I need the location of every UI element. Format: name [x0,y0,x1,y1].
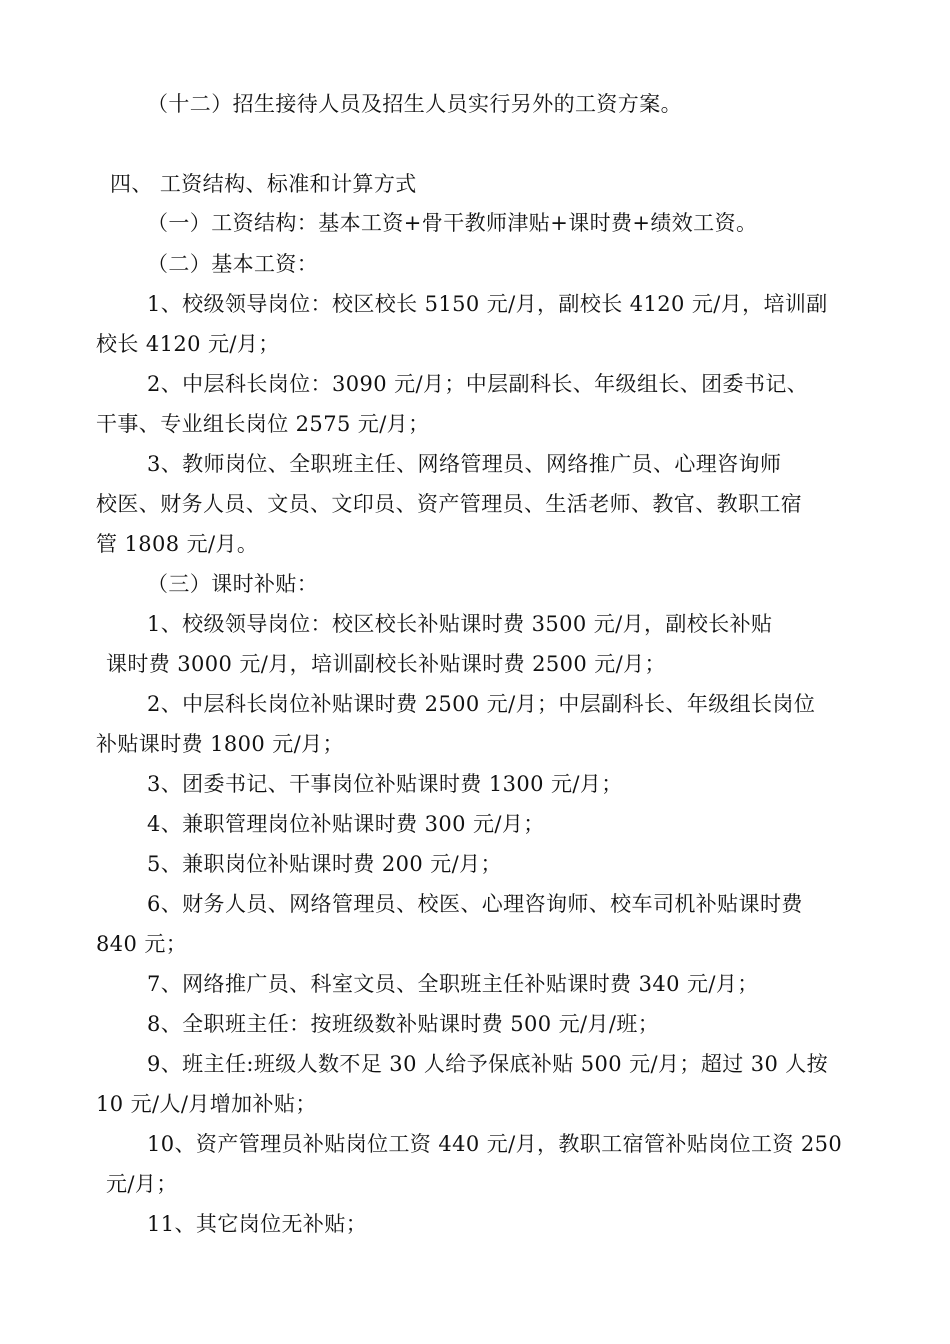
subsidy-item-3: 3、团委书记、干事岗位补贴课时费 1300 元/月； [147,772,623,796]
subsidy-item-9: 9、班主任:班级人数不足 30 人给予保底补贴 500 元/月；超过 30 人按 [147,1052,829,1076]
section-heading-salary-structure: 四、 工资结构、标准和计算方式 [110,172,417,196]
basic-salary-item-1-cont: 校长 4120 元/月； [96,332,280,356]
paragraph-salary-structure: （一）工资结构：基本工资+骨干教师津贴+课时费+绩效工资。 [147,211,758,235]
subsidy-item-10-cont: 元/月； [106,1172,178,1196]
subsidy-item-6-cont: 840 元； [96,932,188,956]
basic-salary-item-2: 2、中层科长岗位：3090 元/月；中层副科长、年级组长、团委书记、 [147,372,809,396]
subsidy-item-1: 1、校级领导岗位：校区校长补贴课时费 3500 元/月，副校长补贴 [147,612,773,636]
subsidy-item-2-cont: 补贴课时费 1800 元/月； [96,732,344,756]
paragraph-item-12-recruitment: （十二）招生接待人员及招生人员实行另外的工资方案。 [147,92,682,116]
basic-salary-item-2-cont: 干事、专业组长岗位 2575 元/月； [96,412,430,436]
subsidy-item-11: 11、其它岗位无补贴； [147,1212,368,1236]
subsidy-item-8: 8、全职班主任：按班级数补贴课时费 500 元/月/班； [147,1012,660,1036]
subsidy-item-6: 6、财务人员、网络管理员、校医、心理咨询师、校车司机补贴课时费 [147,892,803,916]
basic-salary-item-1: 1、校级领导岗位：校区校长 5150 元/月，副校长 4120 元/月，培训副 [147,292,828,316]
subheading-class-hour-subsidy: （三）课时补贴： [147,572,319,596]
subsidy-item-9-cont: 10 元/人/月增加补贴； [96,1092,317,1116]
basic-salary-item-3: 3、教师岗位、全职班主任、网络管理员、网络推广员、心理咨询师 [147,452,782,476]
subsidy-item-4: 4、兼职管理岗位补贴课时费 300 元/月； [147,812,545,836]
subsidy-item-5: 5、兼职岗位补贴课时费 200 元/月； [147,852,502,876]
subheading-basic-salary: （二）基本工资： [147,252,319,276]
basic-salary-item-3-cont: 校医、财务人员、文员、文印员、资产管理员、生活老师、教官、教职工宿 [96,492,803,516]
subsidy-item-7: 7、网络推广员、科室文员、全职班主任补贴课时费 340 元/月； [147,972,759,996]
basic-salary-item-3-cont-2: 管 1808 元/月。 [96,532,259,556]
subsidy-item-1-cont: 课时费 3000 元/月，培训副校长补贴课时费 2500 元/月； [106,652,666,676]
subsidy-item-10: 10、资产管理员补贴岗位工资 440 元/月，教职工宿管补贴岗位工资 250 [147,1132,843,1156]
subsidy-item-2: 2、中层科长岗位补贴课时费 2500 元/月；中层副科长、年级组长岗位 [147,692,816,716]
